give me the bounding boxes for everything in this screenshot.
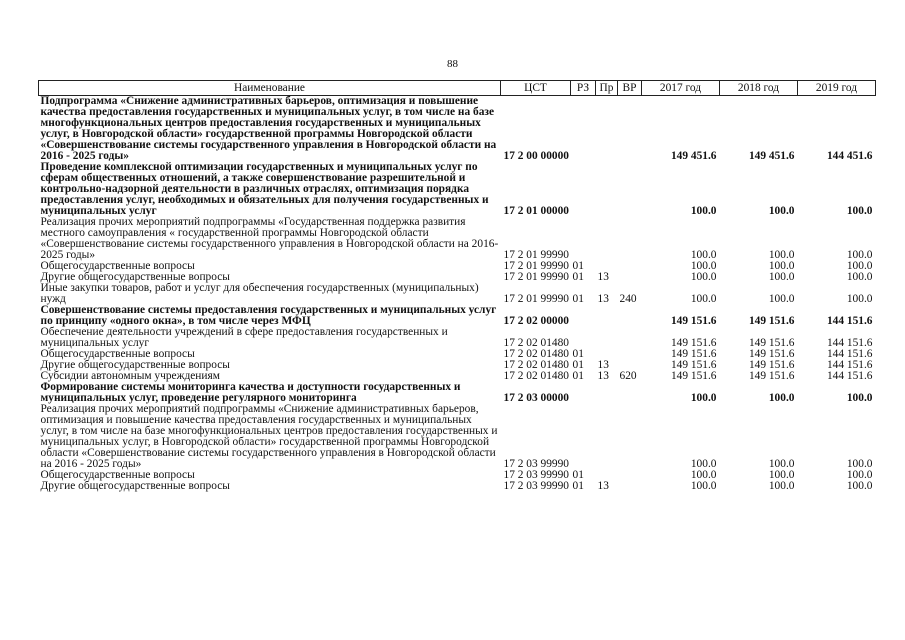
cell-cst: 17 2 00 00000 — [503, 150, 569, 162]
cell-rz: 01 — [572, 359, 584, 371]
cell-vr — [618, 327, 642, 349]
cell-name: Общегосударственные вопросы — [40, 260, 195, 272]
cell-name: Обеспечение деятельности учреждений в сфере предоставления государственных и муниципальных услуг — [40, 326, 448, 349]
cell-pr: 13 — [597, 271, 609, 283]
cell-2018: 100.0 — [768, 469, 795, 481]
cell-name: Другие общегосударственные вопросы — [40, 480, 230, 492]
cell-2017: 149 151.6 — [670, 359, 717, 371]
cell-rz: 01 — [572, 469, 584, 481]
cell-rz — [571, 382, 596, 404]
header-name: Наименование — [39, 81, 501, 96]
cell-cst: 17 2 01 00000 — [503, 205, 569, 217]
cell-2017: 100.0 — [690, 260, 717, 272]
cell-rz — [571, 305, 596, 327]
cell-name: Проведение комплексной оптимизации государственных и муниципальных услуг по сферам общественных отношений, а также совершенствование разрешительной и контрольно-надзорной деятельности в различных отраслях, оптимизация порядка предоставления услуг, необходимых и обязательных для получения государственных и муниципальных услуг — [40, 161, 489, 217]
cell-name: Другие общегосударственные вопросы — [40, 359, 230, 371]
cell-2018: 149 451.6 — [748, 150, 795, 162]
cell-vr: 240 — [619, 293, 637, 305]
cell-2019: 100.0 — [846, 249, 873, 261]
cell-rz: 01 — [572, 370, 584, 382]
cell-pr — [596, 162, 618, 217]
cell-2019: 100.0 — [846, 271, 873, 283]
cell-cst: 17 2 03 99990 — [503, 469, 569, 481]
cell-2019: 100.0 — [846, 458, 873, 470]
cell-rz — [571, 404, 596, 470]
header-2017: 2017 год — [642, 81, 720, 96]
cell-pr: 13 — [597, 370, 609, 382]
cell-pr — [596, 327, 618, 349]
cell-vr — [618, 261, 642, 272]
cell-rz — [571, 327, 596, 349]
cell-cst: 17 2 03 99990 — [503, 458, 569, 470]
cell-rz — [571, 96, 596, 163]
cell-pr — [596, 217, 618, 261]
cell-2019: 144 151.6 — [826, 370, 873, 382]
cell-2017: 100.0 — [690, 458, 717, 470]
cell-2018: 149 151.6 — [748, 370, 795, 382]
header-vr: ВР — [618, 81, 642, 96]
cell-rz — [571, 162, 596, 217]
cell-rz: 01 — [572, 260, 584, 272]
cell-vr — [618, 272, 642, 283]
cell-2017: 100.0 — [690, 271, 717, 283]
table-body — [39, 96, 876, 493]
cell-2019: 100.0 — [846, 392, 873, 404]
cell-name: Общегосударственные вопросы — [40, 469, 195, 481]
table-row — [39, 217, 876, 261]
table-row — [39, 327, 876, 349]
cell-cst: 17 2 03 99990 — [503, 480, 569, 492]
table-row — [39, 481, 876, 492]
cell-pr: 13 — [597, 480, 609, 492]
cell-vr — [618, 481, 642, 492]
cell-rz: 01 — [572, 293, 584, 305]
table-row — [39, 96, 876, 163]
cell-cst: 17 2 02 01480 — [503, 337, 569, 349]
cell-2019: 144 151.6 — [826, 315, 873, 327]
cell-2017: 100.0 — [690, 205, 717, 217]
cell-name: Подпрограмма «Снижение административных барьеров, оптимизация и повышение качества предоставления государственных и муниципальных услуг, в том числе на базе многофункциональных центров предоставления государственных и муниципальных услуг, в Новгородской области» государственной программы Новгородской области «Совершенствование системы государственного управления в Новгородской области на 2016 - 2025 годы» — [40, 95, 497, 162]
cell-vr — [618, 162, 642, 217]
cell-2017: 100.0 — [690, 293, 717, 305]
cell-2017: 100.0 — [690, 469, 717, 481]
cell-pr — [596, 382, 618, 404]
cell-2018: 149 151.6 — [748, 348, 795, 360]
cell-rz: 01 — [572, 480, 584, 492]
header-cst: ЦСТ — [501, 81, 571, 96]
cell-2018: 100.0 — [768, 205, 795, 217]
cell-cst: 17 2 01 99990 — [503, 249, 569, 261]
cell-2019: 144 151.6 — [826, 337, 873, 349]
cell-cst: 17 2 03 00000 — [503, 392, 569, 404]
cell-2017: 149 151.6 — [670, 315, 717, 327]
cell-2019: 100.0 — [846, 205, 873, 217]
cell-cst: 17 2 01 99990 — [503, 271, 569, 283]
cell-name: Совершенствование системы предоставления государственных и муниципальных услуг по принципу «одного окна», в том числе через МФЦ — [40, 304, 497, 327]
table-header — [39, 81, 876, 96]
table-row — [39, 382, 876, 404]
cell-vr — [618, 382, 642, 404]
cell-2019: 100.0 — [846, 260, 873, 272]
page-number: 88 — [447, 58, 458, 70]
cell-name: Формирование системы мониторинга качества и доступности государственных и муниципальных услуг, проведение регулярного мониторинга — [40, 381, 461, 404]
cell-cst: 17 2 02 01480 — [503, 370, 569, 382]
cell-pr — [596, 404, 618, 470]
cell-2019: 100.0 — [846, 469, 873, 481]
cell-2017: 149 151.6 — [670, 348, 717, 360]
cell-2018: 149 151.6 — [748, 337, 795, 349]
cell-2018: 100.0 — [768, 293, 795, 305]
cell-2017: 149 151.6 — [670, 337, 717, 349]
cell-vr — [618, 349, 642, 360]
cell-2017: 100.0 — [690, 480, 717, 492]
cell-2017: 100.0 — [690, 249, 717, 261]
cell-rz — [571, 217, 596, 261]
cell-2017: 149 151.6 — [670, 370, 717, 382]
cell-cst: 17 2 01 99990 — [503, 293, 569, 305]
cell-pr — [596, 305, 618, 327]
table-row — [39, 404, 876, 470]
cell-2018: 100.0 — [768, 458, 795, 470]
cell-cst: 17 2 02 01480 — [503, 359, 569, 371]
cell-cst: 17 2 02 00000 — [503, 315, 569, 327]
header-2018: 2018 год — [720, 81, 798, 96]
cell-2017: 100.0 — [690, 392, 717, 404]
cell-name: Реализация прочих мероприятий подпрограммы «Государственная поддержка развития местного самоуправления « государственной программы Новгородской области «Совершенствование системы государственного управления в Новгородской области на 2016-2025 годы» — [40, 216, 499, 261]
cell-2018: 100.0 — [768, 271, 795, 283]
cell-2018: 100.0 — [768, 480, 795, 492]
cell-2018: 100.0 — [768, 249, 795, 261]
cell-2019: 144 451.6 — [826, 150, 873, 162]
cell-name: Реализация прочих мероприятий подпрограммы «Снижение административных барьеров, оптимизация и повышение качества предоставления государственных и муниципальных услуг, в том числе на базе многофункциональных центров предоставления государственных и муниципальных услуг, в Новгородской области» государственной программы Новгородской области «Совершенствование системы государственного управления в Новгородской области на 2016 - 2025 годы» — [40, 403, 498, 470]
cell-vr — [618, 96, 642, 163]
cell-cst: 17 2 02 01480 — [503, 348, 569, 360]
cell-name: Другие общегосударственные вопросы — [40, 271, 230, 283]
cell-2019: 100.0 — [846, 293, 873, 305]
cell-vr — [618, 404, 642, 470]
budget-table — [38, 80, 876, 492]
cell-vr: 620 — [619, 370, 637, 382]
table-row — [39, 283, 876, 305]
cell-rz: 01 — [572, 348, 584, 360]
table-row — [39, 305, 876, 327]
cell-pr: 13 — [597, 359, 609, 371]
cell-name: Субсидии автономным учреждениям — [40, 370, 220, 382]
cell-pr: 13 — [597, 293, 609, 305]
cell-2018: 100.0 — [768, 392, 795, 404]
cell-2018: 149 151.6 — [748, 359, 795, 371]
cell-vr — [618, 305, 642, 327]
cell-name: Иные закупки товаров, работ и услуг для обеспечения государственных (муниципальных) нужд — [40, 282, 479, 305]
cell-cst: 17 2 01 99990 — [503, 260, 569, 272]
cell-2018: 149 151.6 — [748, 315, 795, 327]
header-2019: 2019 год — [798, 81, 876, 96]
cell-rz: 01 — [572, 271, 584, 283]
cell-2018: 100.0 — [768, 260, 795, 272]
cell-2017: 149 451.6 — [670, 150, 717, 162]
cell-2019: 144 151.6 — [826, 359, 873, 371]
cell-2019: 144 151.6 — [826, 348, 873, 360]
table-row — [39, 162, 876, 217]
cell-vr — [618, 217, 642, 261]
header-pr: Пр — [596, 81, 618, 96]
cell-pr — [596, 96, 618, 163]
cell-vr — [618, 470, 642, 481]
header-rz: РЗ — [571, 81, 596, 96]
cell-name: Общегосударственные вопросы — [40, 348, 195, 360]
cell-2019: 100.0 — [846, 480, 873, 492]
